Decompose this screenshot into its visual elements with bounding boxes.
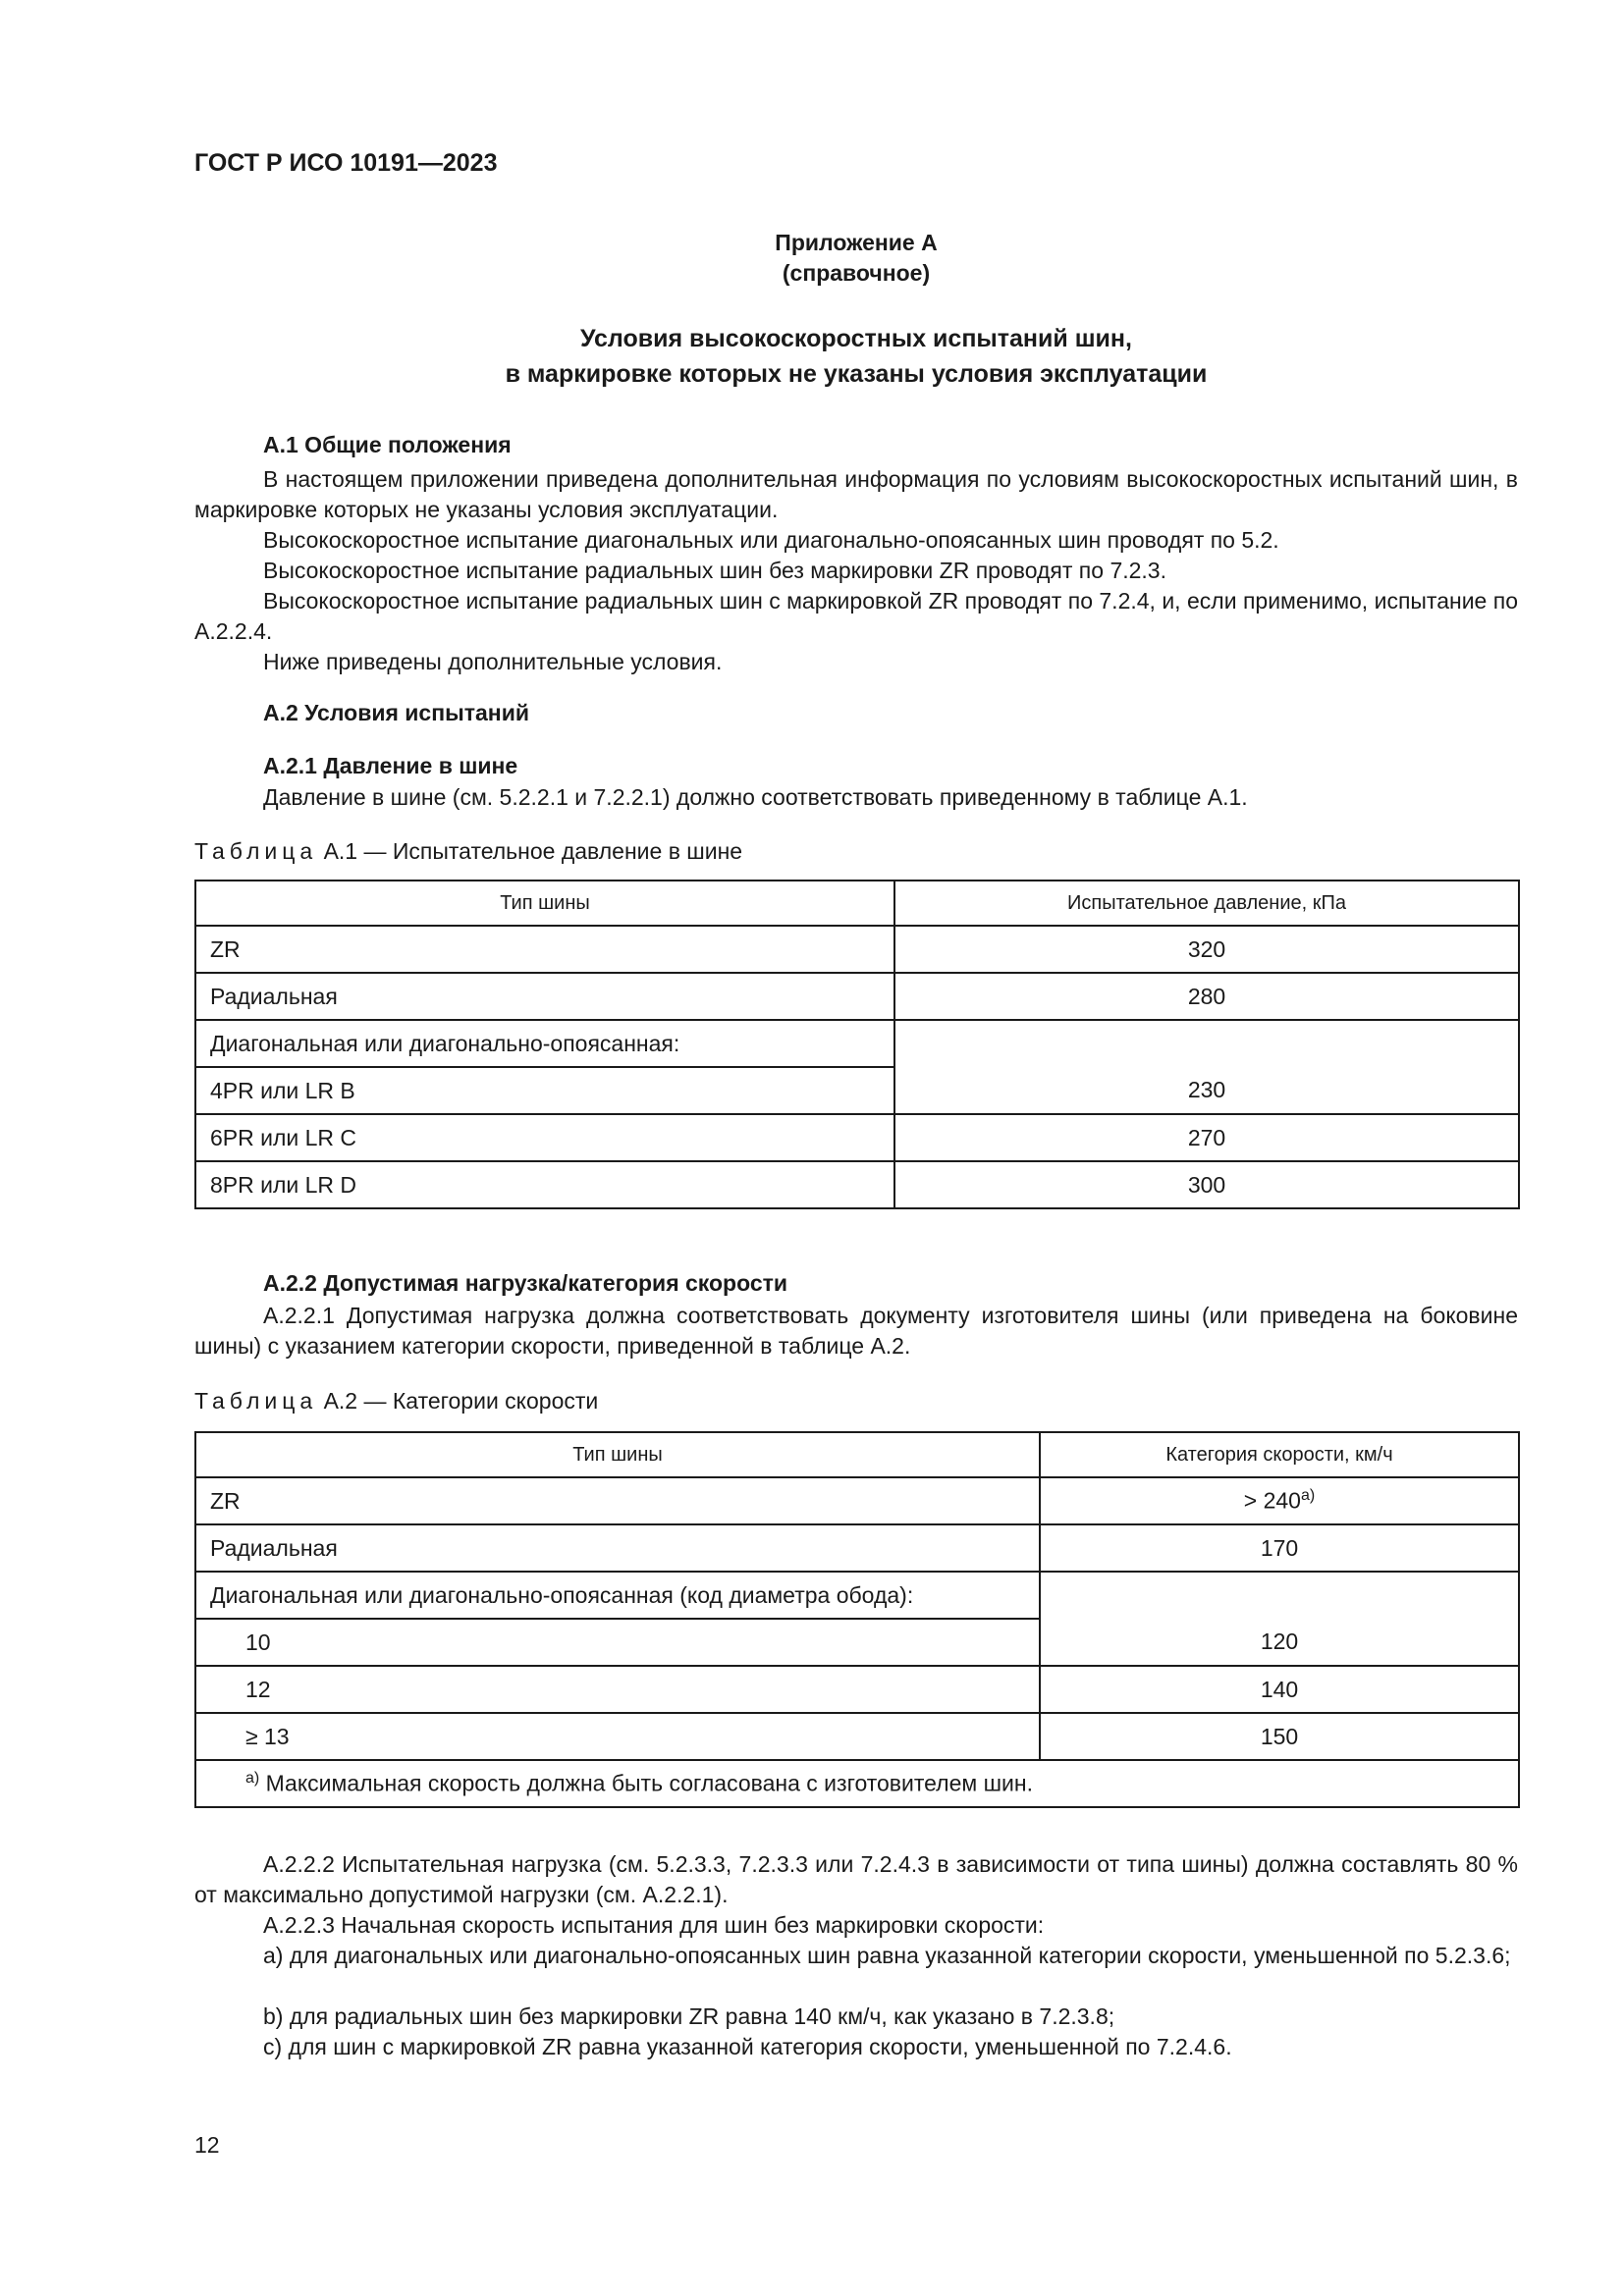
table-row <box>195 1713 1519 1760</box>
table-a2-col1-header: Тип шины <box>195 1432 1040 1477</box>
annex-title <box>194 321 1518 392</box>
section-a1-para1: В настоящем приложении приведена дополнительная информация по условиям высокоскоростных испытаний шин, в маркировке которых не указаны условия эксплуатации. <box>194 466 1518 522</box>
table-cell: 4PR или LR B <box>195 1067 894 1114</box>
section-a222-para1: А.2.2.2 Испытательная нагрузка (см. 5.2.3.3, 7.2.3.3 или 7.2.4.3 в зависимости от типа шины) должна составлять 80 % от максимально допустимой нагрузки (см. А.2.2.1). <box>194 1851 1518 1907</box>
annex-title-line1: Условия высокоскоростных испытаний шин, <box>580 325 1132 352</box>
table-a2-caption-text: А.2 — Категории скорости <box>323 1388 599 1414</box>
table-cell: Радиальная <box>195 973 894 1020</box>
table-cell: 8PR или LR D <box>195 1161 894 1208</box>
section-a22-para1: А.2.2.1 Допустимая нагрузка должна соответствовать документу изготовителя шины (или приведена на боковине шины) с указанием категории скорости, приведенной в таблице А.2. <box>194 1303 1518 1359</box>
table-cell: ZR <box>195 926 894 973</box>
table-row <box>195 1020 1519 1067</box>
table-cell: 320 <box>894 926 1519 973</box>
table-row <box>195 1161 1519 1208</box>
table-a1-caption-text: А.1 — Испытательное давление в шине <box>323 838 743 864</box>
table-a1-caption <box>194 838 742 865</box>
table-a1-caption-word: Таблица <box>194 838 318 864</box>
page-number: 12 <box>194 2132 220 2158</box>
section-a2-heading: А.2 Условия испытаний <box>263 700 529 725</box>
table-cell: 10 <box>195 1619 1040 1666</box>
table-a2-caption-word: Таблица <box>194 1388 318 1414</box>
table-cell: 270 <box>894 1114 1519 1161</box>
section-a1-para4: Высокоскоростное испытание радиальных шин с маркировкой ZR проводят по 7.2.4, и, если применимо, испытание по А.2.2.4. <box>194 588 1518 644</box>
table-row <box>195 881 1519 926</box>
table-row <box>195 973 1519 1020</box>
table-cell: 150 <box>1040 1713 1519 1760</box>
annex-label: Приложение А <box>775 230 938 255</box>
section-a1-para2: Высокоскоростное испытание диагональных или диагонально-опоясанных шин проводят по 5.2. <box>263 527 1279 553</box>
table-row <box>195 1432 1519 1477</box>
table-cell: 6PR или LR C <box>195 1114 894 1161</box>
section-a1-para3: Высокоскоростное испытание радиальных шин без маркировки ZR проводят по 7.2.3. <box>263 558 1166 583</box>
table-cell: 120 <box>1040 1572 1519 1666</box>
table-row <box>195 1114 1519 1161</box>
table-row <box>195 1666 1519 1713</box>
annex-type: (справочное) <box>782 260 931 286</box>
table-cell <box>1040 1477 1519 1524</box>
annex-title-line2: в маркировке которых не указаны условия эксплуатации <box>505 360 1208 388</box>
footnote-ref: а) <box>1300 1487 1316 1505</box>
table-cell: Радиальная <box>195 1524 1040 1572</box>
section-a1-para5: Ниже приведены дополнительные условия. <box>263 649 723 674</box>
section-a1-heading: А.1 Общие положения <box>263 432 512 457</box>
section-a223-para: А.2.2.3 Начальная скорость испытания для шин без маркировки скорости: <box>263 1912 1045 1938</box>
table-cell: 230 <box>894 1020 1519 1114</box>
list-item-b: b) для радиальных шин без маркировки ZR равна 140 км/ч, как указано в 7.2.3.8; <box>263 2003 1115 2029</box>
table-cell: 140 <box>1040 1666 1519 1713</box>
section-a21-para1: Давление в шине (см. 5.2.2.1 и 7.2.2.1) должно соответствовать приведенному в таблице А.1. <box>263 784 1248 810</box>
annex-heading <box>194 228 1518 289</box>
table-a2-caption <box>194 1388 598 1415</box>
table-a2-col2-header: Категория скорости, км/ч <box>1040 1432 1519 1477</box>
table-row <box>195 1572 1519 1619</box>
table-cell: Диагональная или диагонально-опоясанная (код диаметра обода): <box>195 1572 1040 1619</box>
table-footnote-row <box>195 1760 1519 1807</box>
table-a1 <box>194 880 1520 1209</box>
footnote-text: Максимальная скорость должна быть согласована с изготовителем шин. <box>265 1770 1033 1796</box>
table-row <box>195 926 1519 973</box>
table-cell: 300 <box>894 1161 1519 1208</box>
table-footnote <box>195 1760 1519 1807</box>
table-cell: Диагональная или диагонально-опоясанная: <box>195 1020 894 1067</box>
list-item-c: с) для шин с маркировкой ZR равна указанной категория скорости, уменьшенной по 7.2.4.6. <box>263 2034 1232 2059</box>
table-cell: 170 <box>1040 1524 1519 1572</box>
table-row <box>195 1524 1519 1572</box>
section-a22-heading: А.2.2 Допустимая нагрузка/категория скорости <box>263 1270 788 1296</box>
table-row <box>195 1477 1519 1524</box>
table-cell: 280 <box>894 973 1519 1020</box>
table-a1-col1-header: Тип шины <box>195 881 894 926</box>
footnote-mark: а) <box>245 1770 260 1788</box>
list-item-a: а) для диагональных или диагонально-опоясанных шин равна указанной категории скорости, уменьшенной по 5.2.3.6; <box>263 1943 1511 1968</box>
section-a21-heading: А.2.1 Давление в шине <box>263 753 518 778</box>
table-cell: ZR <box>195 1477 1040 1524</box>
table-cell: ≥ 13 <box>195 1713 1040 1760</box>
document-id: ГОСТ Р ИСО 10191—2023 <box>194 149 498 177</box>
zr-speed-value: > 240 <box>1243 1487 1301 1514</box>
table-a1-col2-header: Испытательное давление, кПа <box>894 881 1519 926</box>
table-cell: 12 <box>195 1666 1040 1713</box>
table-a2 <box>194 1431 1520 1808</box>
